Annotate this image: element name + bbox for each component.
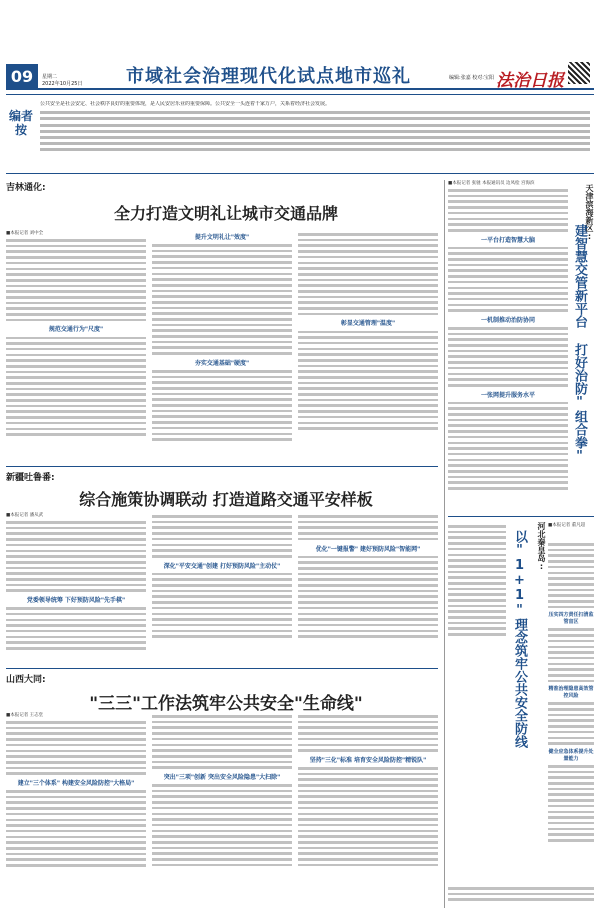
article-subheading: 夯实交通基础"硬度" — [194, 359, 250, 367]
article-tonghua — [6, 180, 446, 224]
tonghua-col1 — [6, 230, 146, 460]
tonghua-col2 — [152, 230, 292, 460]
article-subheading: 一平台打造智慧大脑 — [480, 236, 535, 244]
article-region: 吉林通化: — [6, 183, 46, 193]
article-subheading: 一机制推动治防协同 — [480, 316, 535, 324]
article-subheading: 坚持"三化"标准 培育安全风险防控"精锐队" — [309, 756, 427, 764]
article-subheading: 精准治理隐患高效管控风险 — [548, 686, 594, 700]
article-subheading: 建立"三个体系" 构建安全风险防控"大格局" — [17, 779, 135, 787]
article-subheading: 健全应急体系提升处置能力 — [548, 748, 594, 762]
article-headline: 全力打造文明礼让城市交通品牌 — [113, 204, 338, 223]
article-byline: ■本报记者 张驰 本报通讯员 边凤桧 宫海滨 — [448, 181, 535, 186]
article-datong — [6, 672, 446, 714]
page-number: 09 — [6, 64, 38, 88]
qr-code-icon — [568, 62, 590, 84]
turpan-col3 — [298, 512, 438, 662]
article-byline: ■本报记者 王志堂 — [6, 713, 44, 718]
article-region: 山西大同: — [6, 675, 46, 685]
qinhuangdao-region: 河北秦皇岛: — [537, 522, 546, 571]
binhai-headline: 建智慧交管新平台 打好治防"组合拳" — [572, 224, 587, 464]
editor-note-label: 编者按 — [8, 109, 33, 137]
article-region: 新疆吐鲁番: — [6, 473, 55, 483]
editor-credit: 编辑:张嘉 校对:宝阳 — [449, 75, 494, 81]
qinhuangdao-bottom — [448, 884, 594, 908]
article-subheading: 深化"平安交通"创建 打好预防风险"主动仗" — [163, 562, 281, 570]
article-subheading: 提升文明礼让"效度" — [194, 234, 250, 241]
binhai-text — [448, 180, 568, 510]
editor-note — [6, 94, 594, 174]
divider — [448, 516, 594, 517]
issue-date: 星期二 2022年10月25日 — [42, 74, 83, 87]
datong-col2 — [152, 712, 292, 908]
article-subheading: 优化"一键报警" 建好预防风险"智能网" — [315, 545, 421, 553]
article-subheading: 突出"三项"创新 突出安全风险隐患"大扫除" — [163, 773, 281, 781]
article-subheading: 规范交通行为"尺度" — [48, 326, 104, 334]
tonghua-col3 — [298, 230, 438, 460]
article-byline: ■本报记者 董凡超 — [548, 523, 586, 528]
article-turpan — [6, 470, 446, 510]
article-subheading: 压实四方责任扫清监管盲区 — [548, 612, 594, 626]
article-byline: ■本报记者 潘从武 — [6, 513, 44, 518]
divider — [6, 668, 438, 669]
article-subheading: 一张网提升服务水平 — [480, 391, 535, 399]
turpan-col2 — [152, 512, 292, 662]
datong-col3 — [298, 712, 438, 908]
article-headline: 综合施策协调联动 打造道路交通平安样板 — [79, 490, 373, 509]
qinhuangdao-headline: 以"1+1"理念筑牢公共安全防线 — [512, 530, 527, 748]
qinhuangdao-col-right — [548, 540, 594, 900]
article-headline: "三三"工作法筑牢公共安全"生命线" — [89, 694, 363, 714]
page-header — [6, 60, 594, 90]
page-title: 市域社会治理现代化试点地市巡礼 — [126, 66, 411, 87]
editor-note-text: 公共安全是社会安定、社会秩序良好的重要体现，是人民安居乐业的重要保障。公共安全一头连着千家万户，关系着经济社会发展。 — [40, 101, 590, 171]
newspaper-logo: 法治日报 — [496, 71, 564, 91]
datong-col1 — [6, 712, 146, 908]
article-byline: ■本报记者 刘中全 — [6, 231, 44, 236]
column-divider — [444, 180, 445, 908]
binhai-region: 天津滨海新区: — [585, 184, 594, 241]
article-subheading: 党委领导统筹 下好预防风险"先手棋" — [26, 597, 126, 605]
qinhuangdao-col-left — [448, 522, 506, 882]
divider — [6, 466, 438, 467]
article-subheading: 彰显交通管理"温度" — [340, 320, 396, 328]
turpan-col1 — [6, 512, 146, 662]
